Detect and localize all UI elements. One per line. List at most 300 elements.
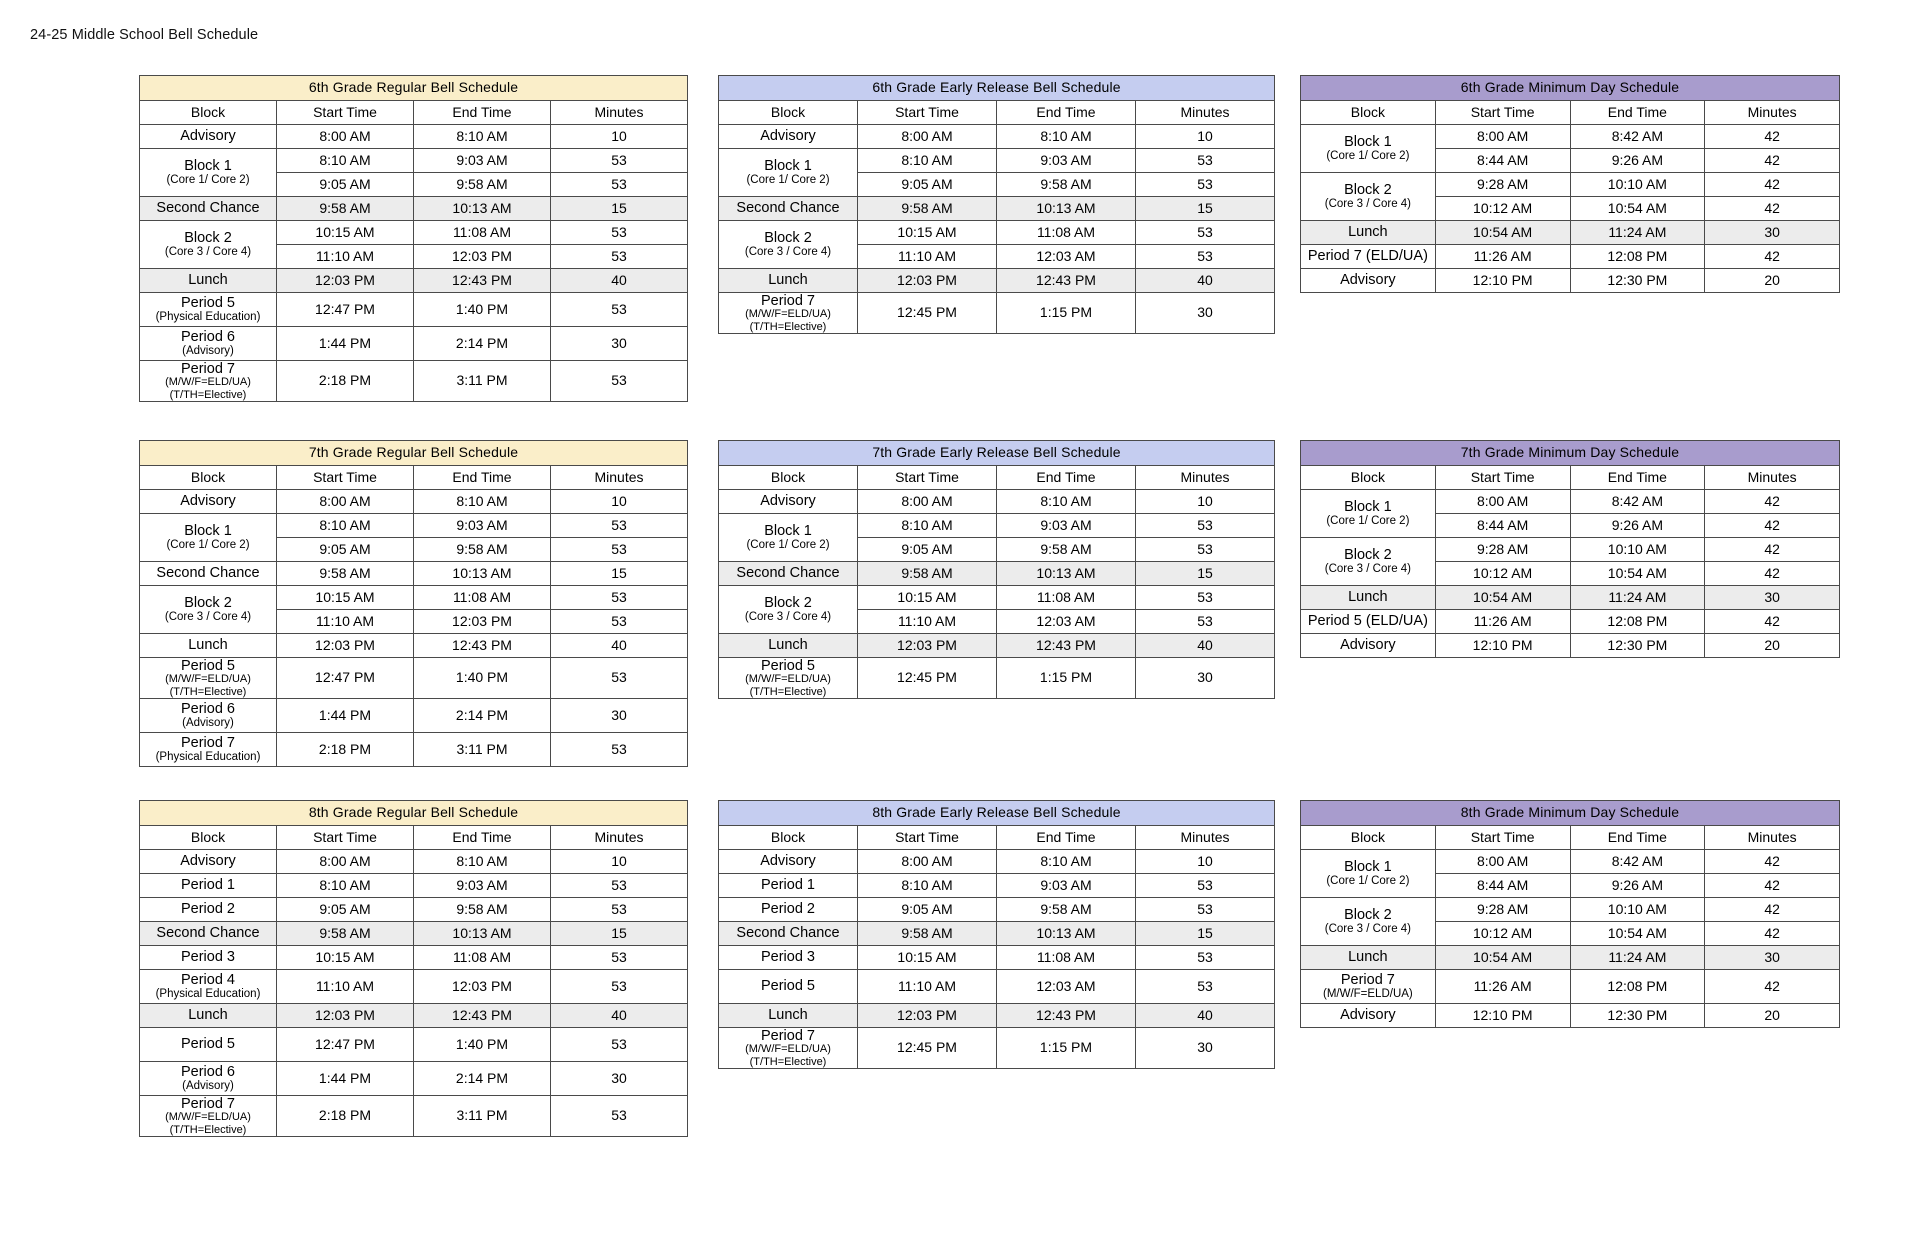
start-time-cell: 11:26 AM [1435,610,1570,634]
column-header-min: Minutes [1136,826,1275,850]
table-row [140,946,688,970]
block-cell [140,1062,277,1096]
end-time-cell: 12:03 PM [414,245,551,269]
block-label: Period 6 [180,329,235,346]
minutes-cell: 53 [1136,874,1275,898]
block-label: Lunch [1348,949,1388,966]
block-label: Block 2 [1344,907,1392,924]
start-time-cell: 10:15 AM [858,221,997,245]
table-row [719,898,1275,922]
start-time-cell: 8:10 AM [277,149,414,173]
minutes-cell: 53 [1136,538,1275,562]
end-time-cell: 8:10 AM [997,490,1136,514]
table-row [140,874,688,898]
end-time-cell: 11:24 AM [1570,586,1705,610]
minutes-cell: 53 [1136,898,1275,922]
start-time-cell: 10:15 AM [277,946,414,970]
block-label: Period 1 [180,877,235,894]
table-row [719,970,1275,1004]
block-label: Period 6 [180,1064,235,1081]
start-time-cell: 9:05 AM [858,538,997,562]
block-label: Second Chance [156,565,260,582]
start-time-cell: 10:54 AM [1435,221,1570,245]
column-header-end: End Time [414,466,551,490]
block-label: Block 1 [1344,859,1392,876]
end-time-cell: 10:10 AM [1570,898,1705,922]
block-cell [140,1096,277,1137]
block-sublabel: (M/W/F=ELD/UA) [1322,987,1413,1000]
start-time-cell: 8:00 AM [858,490,997,514]
block-label: Period 3 [180,949,235,966]
minutes-cell: 53 [1136,970,1275,1004]
end-time-cell: 11:08 AM [997,221,1136,245]
start-time-cell: 9:58 AM [277,197,414,221]
start-time-cell: 8:00 AM [277,125,414,149]
block-label: Period 7 [760,1028,815,1044]
end-time-cell: 1:15 PM [997,1028,1136,1069]
table-row [719,221,1275,245]
table-row [140,293,688,327]
minutes-cell: 53 [551,874,688,898]
block-label: Period 1 [760,877,815,894]
start-time-cell: 1:44 PM [277,698,414,732]
minutes-cell: 10 [1136,490,1275,514]
table-row [719,922,1275,946]
column-header-min: Minutes [1136,101,1275,125]
block-sublabel: (Advisory) [182,1079,234,1092]
table-title-row [1301,76,1840,101]
block-sublabel: (M/W/F=ELD/UA) (T/TH=Elective) [165,1111,251,1136]
schedule-table-g6-regular [139,75,688,402]
end-time-cell: 12:30 PM [1570,269,1705,293]
block-label: Period 5 [180,295,235,312]
table-row [1301,538,1840,562]
block-label: Advisory [760,493,816,510]
block-sublabel: (Core 1/ Core 2) [746,173,830,186]
minutes-cell: 30 [1705,946,1840,970]
schedule-table-g8-regular [139,800,688,1137]
block-label: Block 1 [764,158,812,175]
start-time-cell: 8:00 AM [1435,490,1570,514]
start-time-cell: 12:47 PM [277,1028,414,1062]
table-row [140,221,688,245]
column-header-start: Start Time [277,466,414,490]
minutes-cell: 53 [1136,946,1275,970]
block-cell [719,922,858,946]
minutes-cell: 15 [1136,922,1275,946]
table-row [719,586,1275,610]
end-time-cell: 9:26 AM [1570,149,1705,173]
column-header-block: Block [719,101,858,125]
end-time-cell: 12:03 PM [414,970,551,1004]
block-sublabel: (Core 3 / Core 4) [164,610,252,623]
end-time-cell: 11:08 AM [997,946,1136,970]
minutes-cell: 53 [551,898,688,922]
start-time-cell: 12:03 PM [277,634,414,658]
end-time-cell: 8:42 AM [1570,125,1705,149]
block-cell [719,125,858,149]
table-title-row [140,76,688,101]
column-header-start: Start Time [1435,101,1570,125]
block-label: Lunch [768,1007,808,1024]
table-row [140,327,688,361]
end-time-cell: 8:10 AM [414,125,551,149]
block-cell [140,293,277,327]
end-time-cell: 10:13 AM [414,197,551,221]
end-time-cell: 10:13 AM [997,197,1136,221]
block-cell [140,490,277,514]
block-cell [719,586,858,634]
block-label: Period 5 (ELD/UA) [1307,613,1428,630]
end-time-cell: 11:08 AM [414,586,551,610]
block-cell [1301,125,1436,173]
minutes-cell: 40 [551,1004,688,1028]
start-time-cell: 12:03 PM [858,1004,997,1028]
block-label: Period 2 [180,901,235,918]
table-row [719,293,1275,334]
table-row [140,361,688,402]
minutes-cell: 42 [1705,610,1840,634]
table-row [140,1004,688,1028]
start-time-cell: 8:00 AM [858,850,997,874]
minutes-cell: 53 [551,946,688,970]
table-row [719,1004,1275,1028]
schedule-table-g6-early [718,75,1275,334]
start-time-cell: 12:47 PM [277,658,414,699]
start-time-cell: 10:15 AM [858,586,997,610]
block-cell [140,732,277,766]
end-time-cell: 12:30 PM [1570,634,1705,658]
block-sublabel: (Core 3 / Core 4) [164,245,252,258]
block-sublabel: (Core 3 / Core 4) [1324,562,1412,575]
column-header-start: Start Time [1435,466,1570,490]
table-header-row [140,101,688,125]
end-time-cell: 12:03 AM [997,610,1136,634]
table-row [140,490,688,514]
minutes-cell: 42 [1705,490,1840,514]
minutes-cell: 40 [551,634,688,658]
minutes-cell: 53 [1136,586,1275,610]
start-time-cell: 11:26 AM [1435,970,1570,1004]
block-label: Block 1 [184,523,232,540]
table-row [140,698,688,732]
block-label: Block 2 [184,230,232,247]
minutes-cell: 15 [551,922,688,946]
end-time-cell: 3:11 PM [414,732,551,766]
end-time-cell: 9:26 AM [1570,514,1705,538]
start-time-cell: 9:58 AM [858,562,997,586]
start-time-cell: 9:05 AM [858,898,997,922]
minutes-cell: 15 [1136,562,1275,586]
end-time-cell: 9:03 AM [414,514,551,538]
table-row [719,874,1275,898]
table-row [1301,586,1840,610]
table-row [719,269,1275,293]
block-label: Advisory [1340,1007,1396,1024]
block-sublabel: (Physical Education) [155,310,261,323]
end-time-cell: 12:03 AM [997,970,1136,1004]
block-cell [1301,173,1436,221]
block-sublabel: (Core 1/ Core 2) [1326,514,1410,527]
block-sublabel: (M/W/F=ELD/UA) (T/TH=Elective) [745,673,831,698]
table-title-row [719,801,1275,826]
page-title: 24-25 Middle School Bell Schedule [30,27,259,43]
block-cell [140,898,277,922]
end-time-cell: 10:54 AM [1570,562,1705,586]
block-label: Second Chance [156,925,260,942]
block-label: Lunch [1348,589,1388,606]
start-time-cell: 9:28 AM [1435,538,1570,562]
minutes-cell: 42 [1705,850,1840,874]
start-time-cell: 8:00 AM [1435,850,1570,874]
start-time-cell: 11:10 AM [277,245,414,269]
start-time-cell: 8:10 AM [858,514,997,538]
table-row [1301,898,1840,922]
column-header-start: Start Time [1435,826,1570,850]
minutes-cell: 30 [1136,293,1275,334]
start-time-cell: 12:10 PM [1435,634,1570,658]
block-cell [719,1004,858,1028]
block-sublabel: (Advisory) [182,716,234,729]
block-cell [140,149,277,197]
start-time-cell: 12:45 PM [858,293,997,334]
block-label: Second Chance [736,200,840,217]
minutes-cell: 40 [1136,269,1275,293]
block-cell [1301,538,1436,586]
block-label: Block 2 [764,595,812,612]
table-header-row [1301,466,1840,490]
table-row [1301,490,1840,514]
table-row [719,149,1275,173]
table-row [1301,970,1840,1004]
table-row [719,850,1275,874]
table-row [140,898,688,922]
table-header-row [1301,101,1840,125]
minutes-cell: 42 [1705,562,1840,586]
minutes-cell: 53 [551,586,688,610]
block-cell [1301,269,1436,293]
block-sublabel: (M/W/F=ELD/UA) (T/TH=Elective) [165,673,251,698]
block-sublabel: (Core 3 / Core 4) [744,245,832,258]
start-time-cell: 1:44 PM [277,327,414,361]
end-time-cell: 12:08 PM [1570,970,1705,1004]
block-cell [1301,898,1436,946]
block-cell [1301,634,1436,658]
end-time-cell: 8:10 AM [997,125,1136,149]
table-title: 7th Grade Regular Bell Schedule [140,441,688,466]
block-cell [140,874,277,898]
column-header-start: Start Time [858,466,997,490]
block-label: Period 7 [1340,972,1395,989]
end-time-cell: 12:43 PM [414,634,551,658]
end-time-cell: 12:43 PM [414,269,551,293]
minutes-cell: 30 [1136,658,1275,699]
table-row [140,269,688,293]
block-cell [719,514,858,562]
end-time-cell: 8:10 AM [414,490,551,514]
end-time-cell: 2:14 PM [414,698,551,732]
minutes-cell: 10 [1136,850,1275,874]
column-header-block: Block [140,466,277,490]
column-header-start: Start Time [277,101,414,125]
table-title: 6th Grade Early Release Bell Schedule [719,76,1275,101]
table-title: 7th Grade Minimum Day Schedule [1301,441,1840,466]
block-cell [1301,490,1436,538]
table-row [1301,221,1840,245]
block-sublabel: (Core 1/ Core 2) [746,538,830,551]
start-time-cell: 12:10 PM [1435,1004,1570,1028]
end-time-cell: 9:58 AM [414,898,551,922]
end-time-cell: 11:24 AM [1570,221,1705,245]
column-header-start: Start Time [277,826,414,850]
minutes-cell: 30 [1705,586,1840,610]
column-header-start: Start Time [858,101,997,125]
block-cell [140,125,277,149]
minutes-cell: 42 [1705,898,1840,922]
column-header-block: Block [140,101,277,125]
table-title-row [140,801,688,826]
minutes-cell: 40 [1136,1004,1275,1028]
end-time-cell: 11:08 AM [997,586,1136,610]
block-label: Period 7 [180,361,235,377]
start-time-cell: 10:54 AM [1435,586,1570,610]
table-header-row [140,466,688,490]
column-header-end: End Time [1570,826,1705,850]
block-cell [140,970,277,1004]
minutes-cell: 53 [551,970,688,1004]
end-time-cell: 12:03 PM [414,610,551,634]
minutes-cell: 42 [1705,922,1840,946]
minutes-cell: 30 [1705,221,1840,245]
table-row [719,946,1275,970]
block-label: Lunch [188,272,228,289]
start-time-cell: 9:05 AM [277,538,414,562]
minutes-cell: 53 [551,514,688,538]
end-time-cell: 1:15 PM [997,293,1136,334]
schedule-table [139,800,688,1137]
minutes-cell: 42 [1705,514,1840,538]
end-time-cell: 2:14 PM [414,1062,551,1096]
table-row [1301,125,1840,149]
end-time-cell: 9:03 AM [997,149,1136,173]
minutes-cell: 53 [1136,221,1275,245]
start-time-cell: 12:45 PM [858,658,997,699]
block-sublabel: (Core 3 / Core 4) [1324,922,1412,935]
end-time-cell: 9:58 AM [414,173,551,197]
end-time-cell: 12:03 AM [997,245,1136,269]
schedule-table [718,440,1275,699]
end-time-cell: 9:58 AM [997,538,1136,562]
block-label: Period 5 [760,978,815,995]
table-row [140,922,688,946]
start-time-cell: 10:15 AM [277,586,414,610]
start-time-cell: 10:12 AM [1435,562,1570,586]
column-header-block: Block [1301,101,1436,125]
block-label: Lunch [188,1007,228,1024]
schedule-table-g6-minimum [1300,75,1840,293]
table-row [719,562,1275,586]
table-title: 8th Grade Regular Bell Schedule [140,801,688,826]
block-label: Block 2 [184,595,232,612]
column-header-min: Minutes [1705,101,1840,125]
minutes-cell: 53 [551,173,688,197]
end-time-cell: 8:42 AM [1570,850,1705,874]
table-title-row [719,441,1275,466]
block-cell [140,514,277,562]
start-time-cell: 10:15 AM [858,946,997,970]
minutes-cell: 42 [1705,970,1840,1004]
schedule-table [718,800,1275,1069]
minutes-cell: 42 [1705,173,1840,197]
minutes-cell: 42 [1705,245,1840,269]
block-cell [1301,610,1436,634]
start-time-cell: 2:18 PM [277,1096,414,1137]
start-time-cell: 8:00 AM [1435,125,1570,149]
start-time-cell: 12:03 PM [277,269,414,293]
minutes-cell: 42 [1705,538,1840,562]
block-cell [140,658,277,699]
block-label: Block 1 [184,158,232,175]
end-time-cell: 10:13 AM [997,922,1136,946]
minutes-cell: 42 [1705,125,1840,149]
block-cell [140,634,277,658]
start-time-cell: 2:18 PM [277,732,414,766]
block-label: Period 7 [760,293,815,309]
start-time-cell: 9:05 AM [277,898,414,922]
block-cell [140,850,277,874]
start-time-cell: 8:44 AM [1435,514,1570,538]
block-label: Advisory [180,128,236,145]
table-row [719,658,1275,699]
block-cell [719,658,858,699]
block-label: Period 6 [180,701,235,718]
table-row [719,514,1275,538]
start-time-cell: 12:47 PM [277,293,414,327]
end-time-cell: 11:08 AM [414,946,551,970]
end-time-cell: 12:43 PM [997,634,1136,658]
end-time-cell: 11:24 AM [1570,946,1705,970]
block-label: Period 3 [760,949,815,966]
block-label: Second Chance [736,565,840,582]
block-sublabel: (Core 3 / Core 4) [1324,197,1412,210]
start-time-cell: 8:10 AM [858,149,997,173]
table-row [1301,173,1840,197]
end-time-cell: 1:40 PM [414,1028,551,1062]
end-time-cell: 12:43 PM [414,1004,551,1028]
column-header-block: Block [1301,826,1436,850]
minutes-cell: 10 [551,490,688,514]
block-label: Lunch [768,637,808,654]
schedule-table-g7-regular [139,440,688,767]
start-time-cell: 11:10 AM [858,245,997,269]
block-label: Period 5 [760,658,815,674]
start-time-cell: 9:28 AM [1435,173,1570,197]
table-header-row [719,466,1275,490]
block-cell [719,149,858,197]
start-time-cell: 10:15 AM [277,221,414,245]
column-header-end: End Time [997,826,1136,850]
end-time-cell: 12:08 PM [1570,610,1705,634]
column-header-min: Minutes [551,101,688,125]
table-row [1301,610,1840,634]
block-cell [140,197,277,221]
end-time-cell: 10:54 AM [1570,922,1705,946]
schedule-table [1300,440,1840,658]
minutes-cell: 53 [551,149,688,173]
minutes-cell: 53 [551,732,688,766]
schedule-table-g8-early [718,800,1275,1069]
schedule-table [1300,75,1840,293]
